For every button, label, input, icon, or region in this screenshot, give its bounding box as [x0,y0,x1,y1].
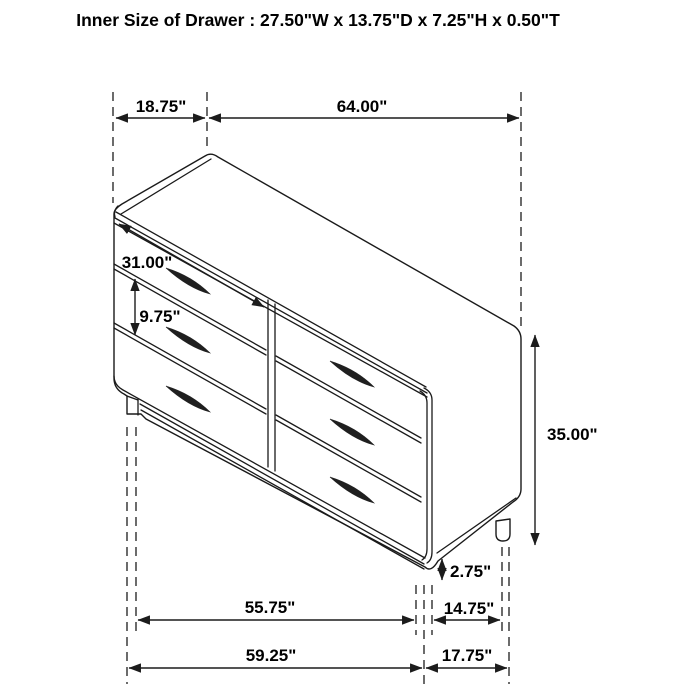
label-outer-depth: 17.75" [441,646,493,665]
dresser-body [114,154,521,569]
drawing-title: Inner Size of Drawer : 27.50"W x 13.75"D x 7.25"H x 0.50"T [76,10,560,30]
label-overall-height: 35.00" [547,425,598,444]
label-top-depth: 18.75" [135,97,187,116]
right-foot [496,519,510,541]
label-base-height: 2.75" [450,562,492,581]
label-inner-depth: 14.75" [443,599,495,618]
label-inner-width: 55.75" [244,598,296,617]
dresser-drawing [114,154,521,569]
label-outer-width: 59.25" [245,646,297,665]
label-drawer-height: 9.75" [139,307,181,326]
label-drawer-width: 31.00" [121,253,173,272]
label-top-width: 64.00" [336,97,388,116]
